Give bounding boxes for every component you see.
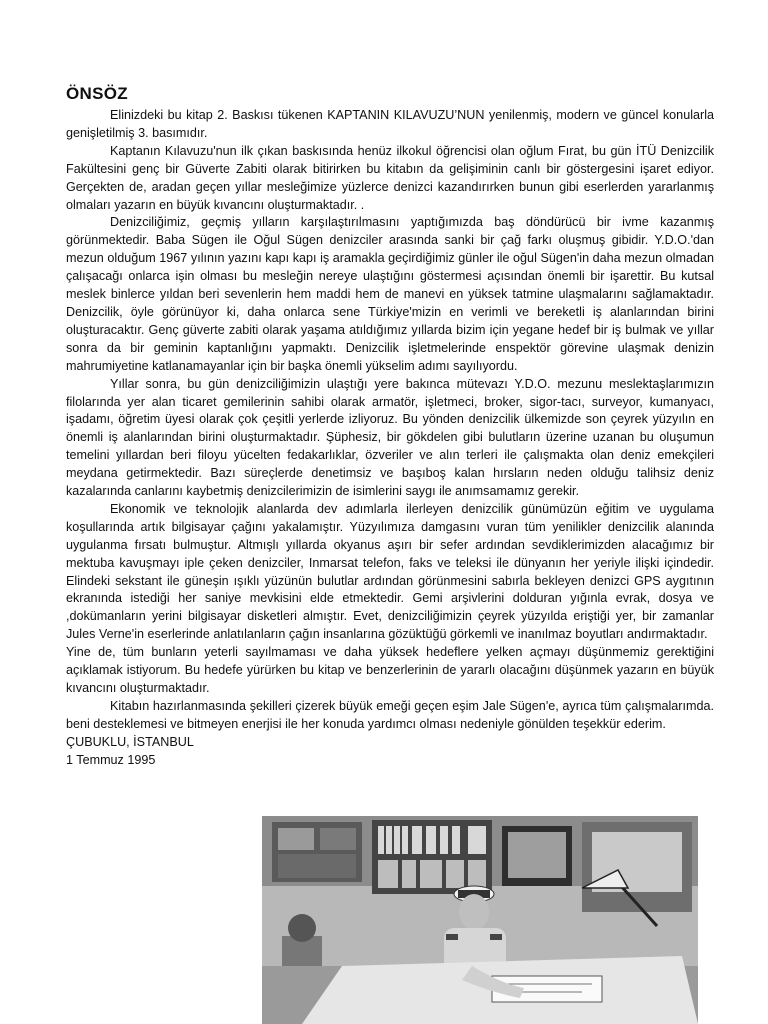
- paragraph-5: Ekonomik ve teknolojik alanlarda dev adımlarla ilerleyen denizcilik günümüzün eğitim ve uygulama koşullarında artık bilgisayar çağını yakalamıştır. Yüzyılımıza damgasını vuran tüm yenilikler denizcilik alanında uygulanma fırsatı bulmuştur. Altmışlı yıllarda okyanus aşırı bir sefer ardından sevdiklerimizden alacağımız bir mektuba kavuşmayı iple çeken denizciler, Inmarsat telefon, faks ve teleksi ile dünyanın her yeriyle ilişki içindedir. Elindeki sekstant ile güneşin ışıklı yüzünün bulutlar ardından görünmesini sabırla bekleyen denizci GPS aygıtının ekranında istediği her saniye mevkisini elde etmektedir. Gemi arşivlerini dolduran yığınla evrak, dosya ve ,dokümanların yerini bilgisayar disketleri almıştır. Evet, denizciliğimizin çeyrek yüzyılda eriştiği yer, bir zamanlar Jules Verne'in eserlerinde anlatılanların çağın insanlarına gözüktüğü görkemli ve inanılmaz boyutları andırmaktadır.: [66, 501, 714, 642]
- signature-date: 1 Temmuz 1995: [66, 752, 156, 767]
- paragraph-1: Elinizdeki bu kitap 2. Baskısı tükenen KAPTANIN KILAVUZU’NUN yenilenmiş, modern ve güncel konularla genişletilmiş 3. basımıdır.: [66, 108, 714, 140]
- paragraph-4: Yıllar sonra, bu gün denizciliğimizin ulaştığı yere bakınca mütevazı Y.D.O. mezunu meslektaşlarımızın filolarında yer alan ticaret gemilerinin sahibi olarak armatör, işletmeci, broker, sigor-tacı, surveyor, kumanyacı, işadamı, öğretim üyesi olarak çok çeşitli yerlerde izliyoruz. Bu yönden denizcilik ülkemizde son çeyrek yüzyılın en önemli iş alanlarından birini oluşturmaktadır. Şüphesiz, bir gökdelen gibi bulutların üzerine uzanan bu oluşumun temelini yıllardan beri filoyu yücelten fedakarlıklar, özveriler ve alın terleri ile çalışmakta olan deniz emekçileri meydana getirmektedir. Bazı süreçlerde denetimsiz ve başıboş kalan hırsların neden olduğu talihsiz deniz kazalarında canlarını kaybetmiş denizcilerimizin de isimlerini saygı ile anımsamamız gerekir.: [66, 376, 714, 499]
- preface-title: ÖNSÖZ: [66, 84, 128, 103]
- paragraph-6: Yine de, tüm bunların yeterli sayılmaması ve daha yüksek hedeflere yelken açmayı düşünmemiz gerektiğini açıklamak istiyorum. Bu hedefe yürürken bu kitap ve benzerlerinin de yararlı olacağını düşünmek yazarın en büyük kıvancını oluşturmaktadır.: [66, 645, 714, 695]
- captain-office-photo: [262, 816, 698, 1024]
- paragraph-acknowledgement: Kitabın hazırlanmasında şekilleri çizerek büyük emeği geçen eşim Jale Sügen'e, ayrıca tüm çalışmalarımda. beni desteklemesi ve bitmeyen enerjisi ile her konuda yardımcı olması nedeniyle gönülden teşekkür ederim.: [66, 698, 714, 731]
- preface-page: [66, 84, 714, 770]
- paragraph-2: Kaptanın Kılavuzu'nun ilk çıkan baskısında henüz ilkokul öğrencisi olan oğlum Fırat, bu gün İTÜ Denizcilik Fakültesini genç bir Güverte Zabiti olarak bitirirken bu kitabın da gelişiminin canlı bir göstergesini işaret ediyor. Gerçekten de, aradan geçen yıllar mesleğimize yüzlerce denizci kazandırırken bunun gibi eserlerden yararlanmış olmaları yazarın en büyük kıvancını oluşturmaktadır. .: [66, 143, 714, 212]
- paragraph-3: Denizciliğimiz, geçmiş yılların karşılaştırılmasını yaptığımızda baş döndürücü bir ivme kazanmış görünmektedir. Baba Sügen ile Oğul Sügen denizciler arasında sanki bir çağ farkı oluşmuş gibidir. Y.D.O.'dan mezun olduğum 1967 yılının yazını kapı kapı iş aramakla geçirdiğimiz günler ile oğul Sügen'in daha mezun olmadan çalışacağı onlarca işin olması bu mesleğin nereye ulaştığını göstermesi açısından önemli bir işarettir. Bu kutsal meslek binlerce yıldan beri sevenlerin hem maddi hem de manevi en yüksek tatmine ulaşmalarını sağlamaktadır. Denizcilik, öyle görünüyor ki, daha onlarca sene Türkiye'mizin en verimli ve bereketli iş alanlarından birini oluşturacaktır. Genç güverte zabiti olarak yaşama atıldığımız yıllarda bizim için yegane hedef bir iş bulmak ve yıllar sonra da bir geminin kaptanlığını yapmaktı. Denizcilik işletmelerinde enspektör görevine ulaşmak denizin mahrumiyetine katlanamayanlar için bir başka önemli yükselim adımı sayılıyordu.: [66, 215, 714, 373]
- signature-place: ÇUBUKLU, İSTANBUL: [66, 734, 194, 749]
